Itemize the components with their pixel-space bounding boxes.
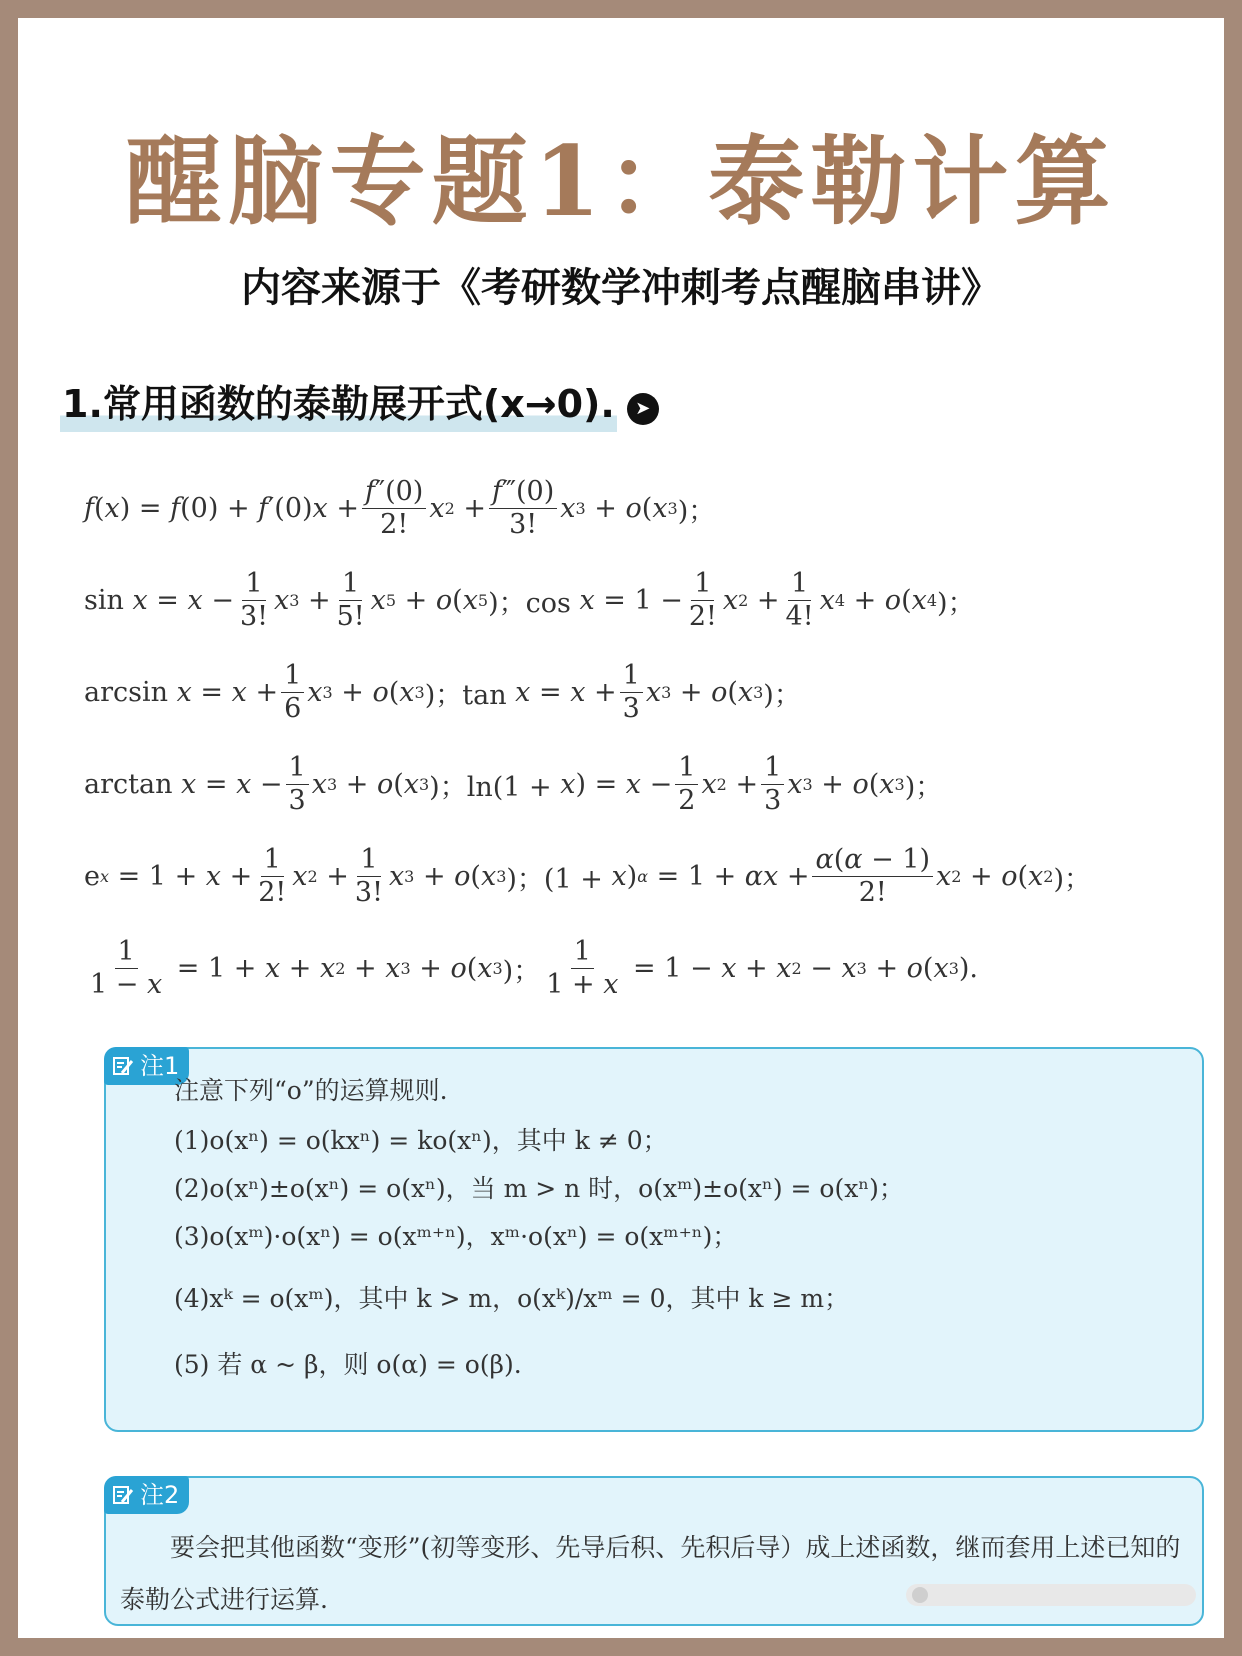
note-2-tag-label: 注2	[140, 1481, 180, 1509]
note-1-rule-3: (3)o(xᵐ)·o(xⁿ) = o(xᵐ⁺ⁿ)，xᵐ·o(xⁿ) = o(xᵐ⁺ⁿ)；	[174, 1222, 738, 1251]
formula-4: arctan x = x − $\frac{1}{3}$ x 3 + o ( x 3 )；ln(1 + x ) = x − $\frac{1}{2}$ x 2 + $\frac{1}{3}$ x 3 + o ( x 3 )；	[84, 752, 943, 816]
formula-1: f ( x ) = f (0) + f ′(0) x + $\frac{f''(0)}{2!}$ x 2 + $\frac{f‴(0)}{3!}$ x 3 + o ( x 3 )；	[84, 476, 716, 540]
note-2-tag	[104, 1476, 189, 1514]
watermark-logo-icon	[906, 1580, 1196, 1610]
note-1-rule-2: (2)o(xⁿ)±o(xⁿ) = o(xⁿ)，当 m > n 时，o(xᵐ)±o(xⁿ) = o(xⁿ)；	[174, 1174, 904, 1203]
note-pen-icon	[112, 1055, 134, 1077]
formula-list	[84, 462, 1204, 1014]
note-1-rule-1: (1)o(xⁿ) = o(kxⁿ) = ko(xⁿ)，其中 k ≠ 0；	[174, 1126, 668, 1155]
formula-5: e x = 1 + x + $\frac{1}{2!}$ x 2 + $\frac{1}{3!}$ x 3 + o ( x 3 )；(1 + x ) α = 1 + αx + $\frac{\alpha(\alpha - 1)}{2!}$ x 2 + o ( x 2 )；	[84, 844, 1091, 908]
note-1-box	[104, 1047, 1204, 1432]
page	[18, 18, 1224, 1638]
formula-3: arcsin x = x + $\frac{1}{6}$ x 3 + o ( x 3 )；tan x = x + $\frac{1}{3}$ x 3 + o ( x 3 )；	[84, 660, 801, 724]
section-heading-wrap	[60, 373, 659, 432]
formula-6: $\frac{1}{1 - x}$ = 1 + x + x 2 + x 3 + o ( x 3 )； $\frac{1}{1 + x}$ = 1 − x + x 2 − x 3 + o ( x 3 ).	[90, 936, 979, 1000]
note-pen-icon	[112, 1484, 134, 1506]
section-heading: 1.常用函数的泰勒展开式(x→0).	[60, 373, 617, 432]
note-1-rule-4: (4)xᵏ = o(xᵐ)，其中 k > m，o(xᵏ)/xᵐ = 0，其中 k ≥ m；	[174, 1284, 850, 1313]
play-arrow-icon: ➤	[627, 393, 659, 425]
note-2-text: 要会把其他函数“变形”(初等变形、先导后积、先积后导）成上述函数，继而套用上述已知的泰勒公式进行运算.	[120, 1533, 1181, 1614]
formula-2: sin x = x − $\frac{1}{3!}$ x 3 + $\frac{1}{5!}$ x 5 + o ( x 5 )；cos x = 1 − $\frac{1}{2!}$ x 2 + $\frac{1}{4!}$ x 4 + o ( x 4 )；	[84, 568, 975, 632]
page-subtitle: 内容来源于《考研数学冲刺考点醒脑串讲》	[241, 264, 1001, 311]
note-1-tag-label: 注1	[140, 1052, 180, 1080]
page-title: 醒脑专题1：泰勒计算	[125, 125, 1117, 238]
note-1-intro: 注意下列“o”的运算规则.	[174, 1076, 448, 1105]
note-1-rule-5: (5) 若 α ~ β，则 o(α) = o(β).	[174, 1350, 522, 1379]
